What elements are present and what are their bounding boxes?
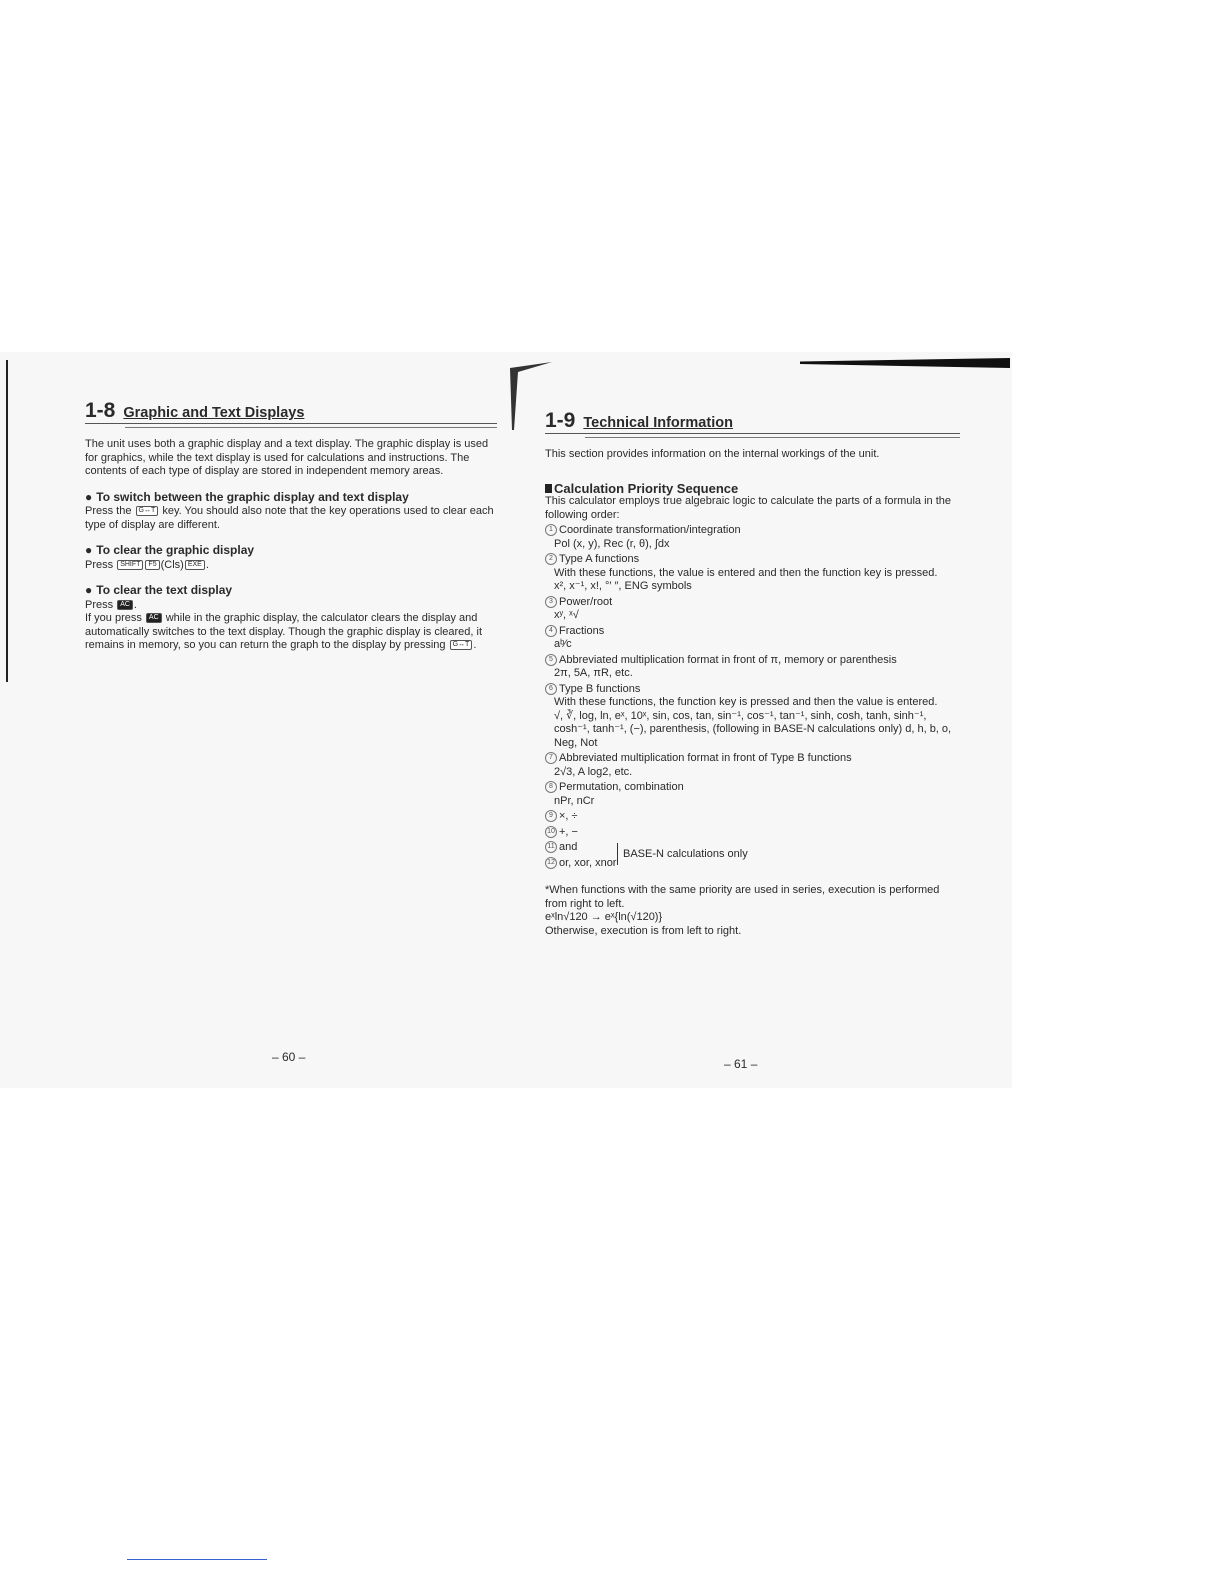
item-title: Permutation, combination (559, 781, 684, 793)
key-icon: EXE (185, 560, 205, 570)
key-icon: G↔T (450, 640, 473, 650)
item-title: Coordinate transformation/integration (559, 524, 741, 536)
clear-text-detail: If you press AC while in the graphic display, the calculator clears the display and automatically switches to the text display. Though the graphic display is cleared, it remains in memory, so you can return the graph to the display by pressing G↔T . (85, 612, 483, 651)
clear-graphic-paragraph: Press SHIFT F5 (Cls) EXE . (85, 558, 209, 571)
clear-text-paragraph: Press AC . (85, 598, 137, 611)
example-formula: eˣln√120 → eˣ{ln(√120)} (545, 911, 663, 923)
page-edge-shadow (6, 360, 8, 682)
key-icon: G↔T (136, 506, 159, 516)
section-heading (545, 410, 960, 434)
page-number-left: – 60 – (272, 1050, 306, 1064)
priority-intro: This calculator employs true algebraic logic to calculate the parts of a formula in the following order: (545, 495, 951, 521)
section-title: Graphic and Text Displays (123, 405, 305, 421)
item-title: Type A functions (559, 553, 640, 565)
circled-number: 1 (545, 524, 557, 536)
circled-number: 2 (545, 553, 557, 565)
list-item (545, 752, 960, 779)
item-detail: √, ∛, log, ln, eˣ, 10ˣ, sin, cos, tan, sin⁻¹, cos⁻¹, tan⁻¹, sinh, cosh, tanh, sinh⁻¹, cosh⁻¹, tanh⁻¹, (−), parenthesis, (following in BASE-N calculations only) d, h, b, o, Neg, Not (554, 709, 952, 749)
item-title: Power/root (559, 595, 613, 608)
list-item (545, 553, 960, 594)
section-number: 1-8 (85, 399, 116, 422)
bracket-icon (613, 843, 618, 865)
item-detail: Pol (x, y), Rec (r, θ), ∫dx (554, 537, 670, 550)
item-detail: 2√3, A log2, etc. (554, 765, 633, 778)
key-icon: F5 (145, 560, 159, 570)
footnote: *When functions with the same priority are used in series, execution is performed from right to left. (545, 884, 940, 910)
list-item (545, 683, 960, 751)
circled-number: 7 (545, 752, 557, 764)
item-title: Abbreviated multiplication format in front of π, memory or parenthesis (559, 653, 897, 666)
intro-paragraph: This section provides information on the internal workings of the unit. (545, 448, 880, 460)
list-item: 11 and (545, 841, 960, 855)
item-title: +, − (559, 825, 578, 838)
item-title: Abbreviated multiplication format in front of Type B functions (559, 752, 852, 764)
list-item (545, 625, 960, 652)
circled-number: 8 (545, 781, 557, 793)
item-title: Fractions (559, 624, 605, 637)
list-item (545, 596, 960, 623)
item-detail: nPr, nCr (554, 794, 595, 807)
section-title: Technical Information (583, 415, 733, 431)
circled-number: 9 (545, 810, 557, 822)
section-number: 1-9 (545, 409, 576, 432)
circled-number: 5 (545, 654, 557, 666)
item-title: Type B functions (559, 682, 641, 695)
item-detail: 2π, 5A, πR, etc. (554, 667, 633, 679)
bullet-icon: ● (85, 489, 93, 504)
list-item (545, 826, 960, 840)
item-title: ×, ÷ (559, 810, 578, 822)
base-n-note: BASE-N calculations only (623, 848, 748, 860)
page-number-right: – 61 – (724, 1057, 758, 1071)
circled-number: 3 (545, 596, 557, 608)
circled-number: 10 (545, 826, 557, 838)
intro-paragraph: The unit uses both a graphic display and a text display. The graphic display is used for graphics, while the text display is used for calculations and instructions. The contents of each type of display are stored in independent memory areas. (85, 438, 489, 477)
page-61 (545, 410, 960, 938)
base-n-group (545, 841, 960, 870)
underline-link (127, 1559, 267, 1560)
item-detail: With these functions, the value is entered and then the function key is pressed. (554, 566, 938, 579)
subheading-switch: ● To switch between the graphic display and text display (85, 489, 409, 504)
key-icon: AC (146, 613, 162, 623)
key-icon: AC (117, 600, 133, 610)
bullet-icon: ● (85, 543, 93, 557)
item-detail: x², x⁻¹, x!, °′ ″, ENG symbols (554, 580, 692, 592)
item-detail: xʸ, ˣ√ (554, 609, 579, 621)
item-detail: With these functions, the function key is pressed and then the value is entered. (554, 696, 938, 708)
list-item: 12 or, xor, xnor (545, 857, 960, 871)
circled-number: 4 (545, 625, 557, 637)
subheading-clear-text: ● To clear the text display (85, 583, 233, 597)
list-item (545, 654, 960, 681)
list-item (545, 781, 960, 808)
otherwise-note: Otherwise, execution is from left to right. (545, 924, 742, 937)
circled-number: 11 (545, 841, 557, 853)
circled-number: 6 (545, 683, 557, 695)
bullet-icon: ● (85, 583, 93, 597)
circled-number: 12 (545, 857, 557, 869)
key-icon: SHIFT (117, 560, 143, 570)
square-bullet-icon (545, 484, 552, 493)
priority-list (545, 524, 960, 839)
subheading-clear-graphic: ● To clear the graphic display (85, 543, 255, 557)
list-item (545, 810, 960, 824)
section-heading (85, 400, 497, 424)
switch-paragraph: Press the G↔T key. You should also note that the key operations used to clear each type of display are different. (85, 505, 494, 531)
page-60 (85, 400, 497, 653)
item-detail: aᵇ⁄c (554, 638, 572, 650)
priority-heading: Calculation Priority Sequence (545, 482, 960, 496)
list-item (545, 524, 960, 551)
